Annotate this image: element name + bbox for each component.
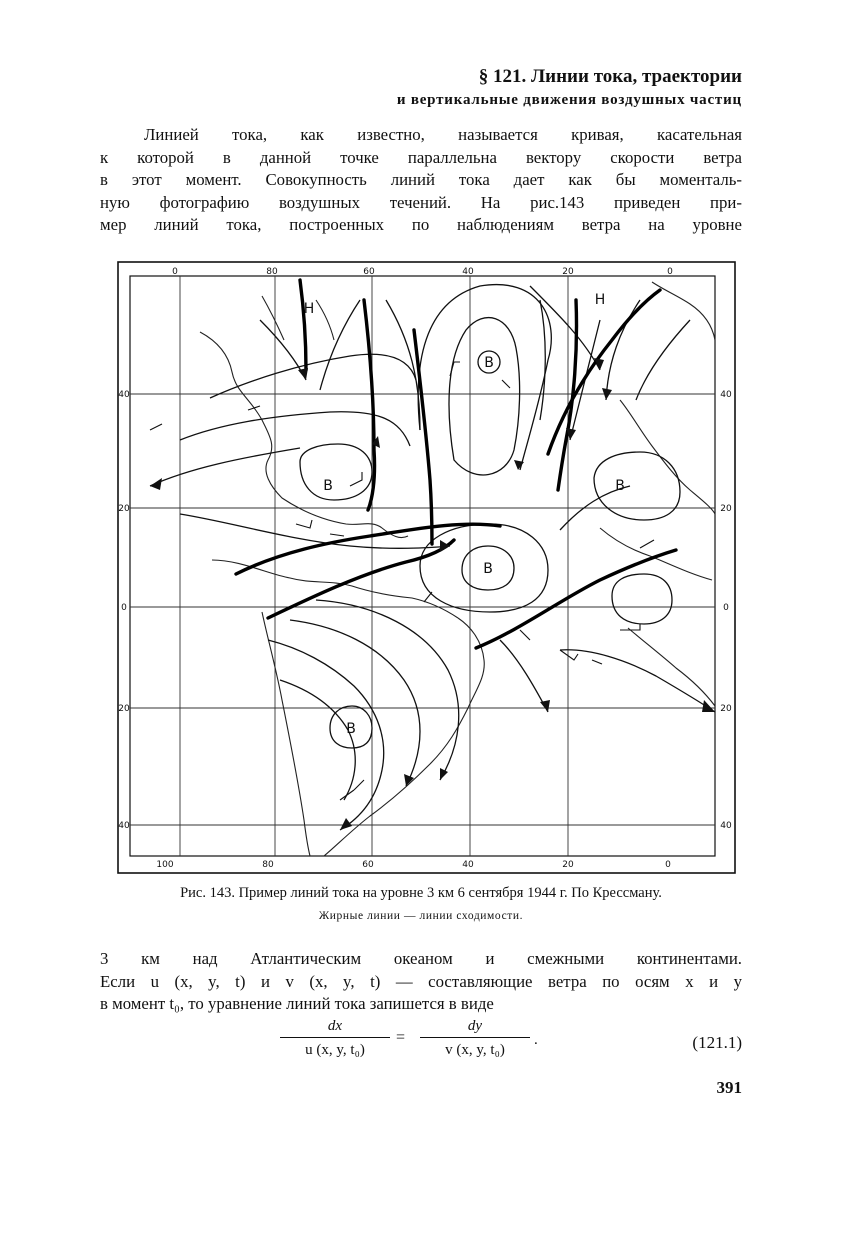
fraction-bar (280, 1037, 390, 1038)
section-subtitle: и вертикальные движения воздушных частиц (396, 92, 742, 108)
high-label-north-atlantic: В (484, 355, 494, 371)
tick-lon-top-5: 20 (562, 267, 574, 277)
equals-sign: = (396, 1029, 406, 1046)
tick-lon-top-6: 0 (667, 267, 673, 277)
page-number: 391 (716, 1078, 742, 1097)
text-line: 3 км над Атлантическим океаном и смежными континентами. (100, 949, 742, 968)
text-line: мер линий тока, построенных по наблюдениям ветра на уровне (100, 215, 742, 235)
tick-lat-left-2: 20 (118, 504, 130, 514)
tick-lon-top-4: 40 (462, 267, 474, 277)
tick-lat-right-2: 20 (720, 504, 732, 514)
tick-lat-right-1: 40 (720, 390, 732, 400)
text-line: в этот момент. Совокупность линий тока дает как бы моменталь- (100, 170, 742, 190)
streamlines (150, 285, 715, 830)
numerator-dx: dx (327, 1018, 343, 1034)
tick-lon-bottom-1: 100 (156, 860, 174, 870)
denominator-v: v (x, y, t₀) (445, 1042, 505, 1058)
section-title: § 121. Линии тока, траектории (478, 66, 742, 87)
low-label-west: Н (303, 301, 315, 317)
wind-barbs (150, 362, 654, 800)
tick-lat-right-4: 20 (720, 704, 732, 714)
arrowheads (150, 358, 715, 830)
high-label-africa: В (615, 478, 625, 494)
tick-lat-left-5: 40 (118, 821, 130, 831)
tick-lon-bottom-5: 20 (562, 860, 574, 870)
text-line: в момент t₀, то уравнение линий тока запишется в виде (100, 994, 494, 1014)
tick-lon-bottom-4: 40 (462, 860, 474, 870)
tick-lon-bottom-6: 0 (665, 860, 671, 870)
tick-lat-left-1: 40 (118, 390, 130, 400)
equation-period: . (534, 1032, 538, 1048)
high-label-south-america: В (346, 721, 356, 737)
paragraph-streamline-equation (100, 948, 742, 1016)
text-line: Если u (x, y, t) и v (x, y, t) — составляющие ветра по осям x и y (100, 971, 742, 991)
tick-lon-bottom-3: 60 (362, 860, 374, 870)
fraction-bar (420, 1037, 530, 1038)
text-line: ную фотографию воздушных течений. На рис.143 приведен при- (100, 192, 742, 212)
tick-lat-left-4: 20 (118, 704, 130, 714)
tick-lon-top-3: 60 (363, 267, 375, 277)
figure-caption: Рис. 143. Пример линий тока на уровне 3 км 6 сентября 1944 г. По Крессману. (180, 885, 662, 901)
convergence-lines (236, 280, 676, 648)
equation-number: (121.1) (692, 1033, 742, 1052)
coastlines (200, 282, 715, 856)
tick-lon-top-1: 0 (172, 267, 178, 277)
tick-lat-left-3: 0 (121, 603, 127, 613)
figure-caption-note: Жирные линии — линии сходимости. (318, 910, 524, 922)
graticule (130, 276, 715, 856)
equation-121-1 (280, 1016, 550, 1070)
tick-lat-right-5: 40 (720, 821, 732, 831)
denominator-u: u (x, y, t₀) (305, 1042, 365, 1058)
high-label-caribbean: В (323, 478, 333, 494)
low-label-east: Н (594, 292, 606, 308)
map-outer-frame (118, 262, 735, 873)
fraction-right (420, 1016, 530, 1060)
text-line: к которой в данной точке параллельна вектору скорости ветра (100, 147, 742, 167)
map-inner-frame (130, 276, 715, 856)
tick-lon-top-2: 80 (266, 267, 278, 277)
fraction-left (280, 1016, 390, 1060)
text-line: Линией тока, как известно, называется кривая, касательная (144, 125, 742, 144)
numerator-dy: dy (467, 1018, 483, 1034)
high-label-equatorial: В (483, 561, 493, 577)
tick-lon-bottom-2: 80 (262, 860, 274, 870)
tick-lat-right-3: 0 (723, 603, 729, 613)
